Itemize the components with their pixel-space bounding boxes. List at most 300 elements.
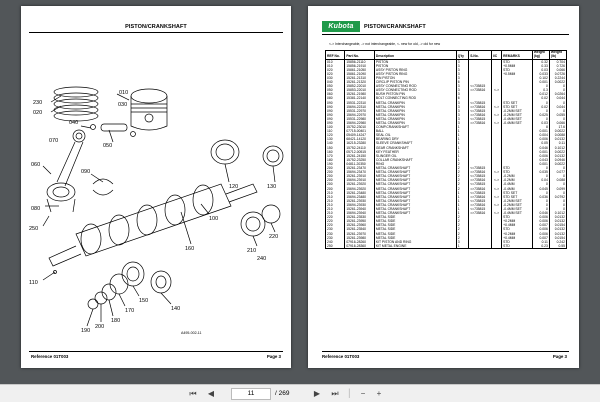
table-cell: <=735815 — [469, 207, 492, 211]
table-cell: 0.02 — [532, 96, 549, 100]
table-cell: 0.046 — [532, 146, 549, 150]
table-cell: 15261-23960 — [345, 223, 375, 227]
table-cell: KIT METAL ENGINE — [374, 244, 456, 249]
table-cell: 0.012 — [532, 92, 549, 96]
table-cell: 210 — [326, 207, 345, 211]
table-cell: 2 — [456, 223, 469, 227]
callout-090: 090 — [81, 169, 91, 175]
table-cell: =>735816 — [469, 203, 492, 207]
table-cell: METAL CRANKSHAFT — [374, 182, 456, 186]
table-cell: 15694-23470 — [345, 170, 375, 174]
table-cell: 0.0132 — [549, 154, 566, 158]
table-cell: 250 — [326, 244, 345, 249]
table-cell: 0.006 — [532, 219, 549, 223]
table-cell: 0.036 — [532, 195, 549, 199]
table-cell: 3 — [456, 59, 469, 64]
table-cell: 2 — [456, 178, 469, 182]
table-cell: -0.4MM SET — [502, 121, 533, 125]
table-cell: COLLAR CRANKSHAFT — [374, 158, 456, 162]
first-page-button[interactable]: ⏮ — [189, 389, 197, 398]
table-cell: 0 — [532, 101, 549, 105]
table-cell: 2 — [456, 170, 469, 174]
table-cell: 15694-23920 — [345, 187, 375, 191]
table-cell: METAL CRANKPIN — [374, 117, 456, 121]
table-cell — [491, 244, 501, 249]
table-cell: 8 — [532, 125, 549, 129]
table-cell: METAL SIDE — [374, 223, 456, 227]
table-cell: 090 — [326, 121, 345, 125]
table-cell: STD — [502, 244, 533, 249]
table-cell: 15694-22980 — [345, 121, 375, 125]
table-cell: METAL CRANKSHAFT — [374, 191, 456, 195]
table-cell: 210 — [326, 203, 345, 207]
next-page-button[interactable]: ▶ — [313, 389, 321, 398]
table-cell: 0.001 — [532, 150, 549, 154]
table-cell: 0 — [549, 101, 566, 105]
table-cell: PIN PISTON — [374, 76, 456, 80]
table-cell: 010 — [326, 64, 345, 68]
table-cell: 15261-21320 — [345, 80, 375, 84]
table-cell: 15861-21050 — [345, 68, 375, 72]
table-cell: 07916-28260 — [345, 240, 375, 244]
left-footer-reference: Reference 01T003 — [31, 354, 69, 359]
table-cell: 0.044 — [549, 105, 566, 109]
table-cell: 150 — [326, 146, 345, 150]
parts-table — [325, 50, 567, 249]
table-cell: 68421-14120 — [345, 137, 375, 141]
table-cell: 0.033 — [532, 72, 549, 76]
table-cell: 0.11 — [549, 141, 566, 145]
callout-230: 240 — [257, 256, 267, 262]
table-cell: 2 — [456, 166, 469, 170]
table-cell: =>735816 — [469, 195, 492, 199]
table-cell: 1 — [456, 154, 469, 158]
table-cell: 0.1012 — [549, 146, 566, 150]
table-cell: <=735815 — [469, 117, 492, 121]
table-cell: 230 — [326, 236, 345, 240]
table-cell: -0.2MM SET — [502, 199, 533, 203]
table-cell: =>735816 — [469, 105, 492, 109]
table-cell: 0 — [549, 199, 566, 203]
table-cell: 0 — [549, 203, 566, 207]
table-cell: 15856-21910 — [345, 64, 375, 68]
table-cell: 1 — [456, 129, 469, 133]
table-cell: 0.242 — [549, 240, 566, 244]
table-cell: <-> — [491, 88, 501, 92]
table-cell: 3 — [456, 113, 469, 117]
table-cell: 0 — [532, 191, 549, 195]
table-cell: 3 — [456, 72, 469, 76]
table-cell: SLEEVE CRANKSHAFT — [374, 141, 456, 145]
table-cell: 0.0154 — [549, 236, 566, 240]
table-cell: 15261-23540 — [345, 227, 375, 231]
table-cell: 0.0132 — [549, 137, 566, 141]
table-cell: STD — [502, 240, 533, 244]
table-cell: 15261-21310 — [345, 76, 375, 80]
table-cell: -0.2MM SET — [502, 113, 533, 117]
table-cell: 0 — [549, 174, 566, 178]
callout-200: 200 — [95, 324, 105, 330]
table-cell: BOLT CONNECTING ROD — [374, 96, 456, 100]
table-cell: 0 — [532, 182, 549, 186]
zoom-in-icon[interactable]: + — [376, 389, 382, 398]
left-footer-page: Page 3 — [266, 354, 281, 359]
table-cell: 15694-22970 — [345, 113, 375, 117]
table-cell: 15381-22140 — [345, 96, 375, 100]
table-cell: <-> — [491, 121, 501, 125]
footer-rule — [322, 351, 569, 352]
table-cell: 0.02 — [532, 105, 549, 109]
table-cell: 15261-23930 — [345, 199, 375, 203]
table-cell: 1 — [456, 158, 469, 162]
table-cell: STD — [502, 215, 533, 219]
table-cell: <=735815 — [469, 191, 492, 195]
table-cell: +0.2MM — [502, 219, 533, 223]
table-cell: 0.0132 — [549, 219, 566, 223]
table-cell: 0 — [532, 84, 549, 88]
table-cell: 04811-20350 — [345, 162, 375, 166]
table-cell: 120 — [326, 133, 345, 137]
table-cell: 0 — [549, 109, 566, 113]
table-cell: 1 — [456, 141, 469, 145]
table-cell: <=735815 — [469, 166, 492, 170]
table-cell: BALL — [374, 129, 456, 133]
table-cell: 3 — [456, 88, 469, 92]
callout-220: 220 — [269, 234, 279, 240]
table-cell: STD SET — [502, 105, 533, 109]
table-cell: 080 — [326, 96, 345, 100]
table-cell: 16215-23280 — [345, 141, 375, 145]
table-cell: STD SET — [502, 195, 533, 199]
table-cell: 1 — [456, 150, 469, 154]
table-cell: KEY FEATHER — [374, 150, 456, 154]
table-cell: 0.0792 — [549, 195, 566, 199]
callout-190: 190 — [81, 328, 91, 334]
table-cell: PISTON — [374, 64, 456, 68]
table-cell: 0.055 — [549, 113, 566, 117]
table-cell: 0.32 — [532, 59, 549, 64]
figure-code: A495-002-11 — [181, 331, 202, 335]
table-cell: 200 — [326, 170, 345, 174]
callout-240: 230 — [33, 100, 43, 106]
table-cell: 3 — [456, 105, 469, 109]
table-cell: 0 — [549, 88, 566, 92]
table-cell: 0.025 — [532, 113, 549, 117]
table-cell: 2 — [456, 174, 469, 178]
table-cell: +0.4MM — [502, 223, 533, 227]
table-cell: +0.5MM — [502, 64, 533, 68]
table-cell: 0.33 — [532, 64, 549, 68]
table-cell: 200 — [326, 187, 345, 191]
table-cell: +0.4MM — [502, 236, 533, 240]
table-cell: 090 — [326, 101, 345, 105]
table-cell: GEAR CRANKSHAFT — [374, 146, 456, 150]
callout-170: 170 — [125, 308, 135, 314]
table-cell: <-> — [491, 195, 501, 199]
table-cell: <-> — [491, 203, 501, 207]
table-cell: 0.035 — [532, 170, 549, 174]
table-cell: <=735815 — [469, 101, 492, 105]
table-cell: 0 — [549, 166, 566, 170]
table-cell: 220 — [326, 223, 345, 227]
table-cell: ASSY PISTON RING — [374, 68, 456, 72]
table-cell: SEAL OIL — [374, 133, 456, 137]
table-cell: 0.006 — [532, 232, 549, 236]
table-cell: 0.1012 — [549, 211, 566, 215]
table-cell: 0.04 — [532, 178, 549, 182]
table-cell: -0.4MM — [502, 187, 533, 191]
table-cell: 07916-28360 — [345, 244, 375, 249]
table-cell: 2 — [456, 162, 469, 166]
table-cell: 15694-23910 — [345, 178, 375, 182]
table-cell: 15261-23970 — [345, 232, 375, 236]
table-cell: =>735816 — [469, 187, 492, 191]
table-cell: 0.0726 — [549, 72, 566, 76]
table-cell: 2 — [456, 227, 469, 231]
table-cell: 3 — [456, 109, 469, 113]
table-cell: 07715-00401 — [345, 129, 375, 133]
table-cell: METAL CRANKPIN — [374, 109, 456, 113]
table-cell: 200 — [326, 178, 345, 182]
table-cell: STD — [502, 166, 533, 170]
table-cell: 030 — [326, 76, 345, 80]
table-cell: 6 — [456, 96, 469, 100]
table-cell: 3 — [456, 64, 469, 68]
table-cell: 0.0088 — [549, 133, 566, 137]
table-cell: ASSY PISTON RING — [374, 72, 456, 76]
table-cell: 0 — [549, 117, 566, 121]
table-cell: 100 — [326, 125, 345, 129]
table-cell: 05712-00515 — [345, 150, 375, 154]
table-cell: 05409-14247 — [345, 133, 375, 137]
column-header: Part No. — [345, 51, 375, 60]
table-cell: 220 — [326, 219, 345, 223]
table-cell: 15694-23940 — [345, 211, 375, 215]
table-cell: 0 — [532, 199, 549, 203]
table-cell: -0.2MM SET — [502, 203, 533, 207]
table-cell: 2 — [456, 215, 469, 219]
table-cell: -0.4MM SET — [502, 117, 533, 121]
table-cell: 0 — [549, 191, 566, 195]
right-footer-page: Page 3 — [552, 354, 567, 359]
zoom-out-icon[interactable]: − — [360, 389, 366, 398]
table-cell: 0.004 — [532, 133, 549, 137]
callout-250: 250 — [29, 226, 39, 232]
left-page-title: PISTON/CRANKSHAFT — [125, 24, 187, 30]
table-cell: <=735815 — [469, 84, 492, 88]
column-header: S.No. — [469, 51, 492, 60]
right-footer-reference: Reference 01T003 — [322, 354, 360, 359]
table-cell: 130 — [326, 137, 345, 141]
exploded-parts-diagram — [21, 34, 291, 349]
table-cell: 1 — [456, 195, 469, 199]
column-header: Weight (kg) — [532, 51, 549, 60]
table-cell: 090 — [326, 105, 345, 109]
table-cell: METAL CRANKSHAFT — [374, 195, 456, 199]
table-cell: 3 — [456, 92, 469, 96]
table-cell: 0.0132 — [549, 227, 566, 231]
callout-030: 030 — [118, 102, 128, 108]
table-cell: 15261-23940 — [345, 207, 375, 211]
table-cell: METAL CRANKPIN — [374, 105, 456, 109]
table-cell: 0.0022 — [549, 162, 566, 166]
table-cell: 090 — [326, 113, 345, 117]
table-cell: 0.05 — [532, 141, 549, 145]
table-cell: 210 — [326, 195, 345, 199]
table-cell: METAL CRANKSHAFT — [374, 170, 456, 174]
callout-070: 070 — [49, 138, 59, 144]
column-header: Description — [374, 51, 456, 60]
table-cell: CIRCLIP PISTON PIN — [374, 80, 456, 84]
table-cell: 1 — [456, 146, 469, 150]
table-cell: 0.0946 — [549, 158, 566, 162]
callout-060: 060 — [31, 162, 41, 168]
footer-rule — [29, 351, 283, 352]
callout-040: 040 — [69, 120, 79, 126]
table-cell: STD SET — [502, 101, 533, 105]
kubota-logo: Kubota — [322, 21, 360, 32]
table-cell: 15531-22970 — [345, 109, 375, 113]
table-cell: 1 — [456, 191, 469, 195]
table-cell: 0.045 — [532, 187, 549, 191]
column-header: Q'ty — [456, 51, 469, 60]
table-cell: METAL SIDE — [374, 227, 456, 231]
table-cell: 0.0264 — [549, 92, 566, 96]
callout-100: 100 — [209, 216, 219, 222]
table-cell: -0.2MM — [502, 178, 533, 182]
table-cell: 0 — [532, 203, 549, 207]
table-cell: 0.3 — [532, 88, 549, 92]
table-cell: 0.046 — [532, 211, 549, 215]
table-cell: <=735815 — [469, 199, 492, 203]
table-cell: 0.006 — [532, 154, 549, 158]
table-cell: =>735816 — [469, 113, 492, 117]
left-page — [21, 6, 291, 368]
table-cell: <-> — [491, 170, 501, 174]
table-cell: 0 — [532, 166, 549, 170]
table-cell: ASSY CONNECTING ROD — [374, 88, 456, 92]
table-cell: 1 — [456, 244, 469, 249]
table-cell: METAL CRANKPIN — [374, 101, 456, 105]
table-cell: METAL CRANKSHAFT — [374, 199, 456, 203]
table-cell: 15261-23530 — [345, 215, 375, 219]
table-cell: STD SET — [502, 191, 533, 195]
table-cell: 0.066 — [549, 121, 566, 125]
toolbar-divider: | — [348, 388, 351, 399]
table-cell: -0.2MM — [502, 174, 533, 178]
table-cell: 15694-23930 — [345, 203, 375, 207]
table-cell: 1 — [456, 133, 469, 137]
table-cell: 15261-24150 — [345, 154, 375, 158]
table-cell: 0.077 — [549, 170, 566, 174]
table-cell: 0.11 — [532, 240, 549, 244]
column-header: REMARKS — [502, 51, 533, 60]
table-cell: METAL CRANKSHAFT — [374, 207, 456, 211]
previous-page-button[interactable]: ◀ — [207, 389, 215, 398]
callout-050: 050 — [103, 143, 113, 149]
table-cell: 0 — [532, 109, 549, 113]
table-cell: 3 — [456, 117, 469, 121]
table-cell: <-> — [491, 187, 501, 191]
table-cell: 240 — [326, 240, 345, 244]
table-cell: SLINGER OIL — [374, 154, 456, 158]
table-cell: 200 — [326, 182, 345, 186]
table-cell: 1 — [456, 125, 469, 129]
table-cell: 050 — [326, 88, 345, 92]
table-cell: 0.044 — [549, 96, 566, 100]
table-cell: 3 — [456, 101, 469, 105]
table-cell: 210 — [326, 199, 345, 203]
callout-120: 120 — [229, 184, 239, 190]
table-cell: METAL CRANKSHAFT — [374, 174, 456, 178]
table-cell: 0.007 — [532, 236, 549, 240]
table-cell: 0.55 — [549, 244, 566, 249]
table-cell: 230 — [326, 232, 345, 236]
table-cell: 15856-21110 — [345, 59, 375, 64]
table-cell: METAL CRANKSHAFT — [374, 211, 456, 215]
table-cell: 0.0154 — [549, 223, 566, 227]
table-cell: 020 — [326, 72, 345, 76]
table-cell: COMP.CRANKSHAFT — [374, 125, 456, 129]
column-header: REF No. — [326, 51, 345, 60]
table-cell: BEARING DRY — [374, 137, 456, 141]
table-cell: <=735815 — [469, 109, 492, 113]
table-cell: <=735815 — [469, 174, 492, 178]
table-cell: <-> — [491, 178, 501, 182]
table-cell: 15752-24110 — [345, 146, 375, 150]
last-page-button[interactable]: ⏭ — [331, 389, 339, 398]
table-cell: 1 — [456, 199, 469, 203]
table-cell: 15694-23480 — [345, 195, 375, 199]
callout-130: 130 — [267, 184, 277, 190]
table-cell: 230 — [326, 227, 345, 231]
table-cell: =>735816 — [469, 88, 492, 92]
table-cell: 15861-21090 — [345, 72, 375, 76]
table-cell: 060 — [326, 92, 345, 96]
right-page — [308, 6, 579, 368]
table-cell: 1 — [456, 203, 469, 207]
table-cell: -0.4MM SET — [502, 211, 533, 215]
table-cell: 15752-23250 — [345, 158, 375, 162]
table-cell: 190 — [326, 162, 345, 166]
table-cell: 200 — [326, 174, 345, 178]
page-number-input[interactable]: 11 — [231, 388, 271, 400]
table-cell: 0.726 — [549, 64, 566, 68]
callout-010: 010 — [119, 90, 129, 96]
table-cell: 3 — [456, 121, 469, 125]
table-cell: 2 — [456, 232, 469, 236]
table-cell: <=735815 — [469, 182, 492, 186]
table-cell: BUSH PISTON PIN — [374, 92, 456, 96]
table-cell: 0.099 — [549, 187, 566, 191]
table-cell: 15261-23470 — [345, 166, 375, 170]
table-cell: 010 — [326, 59, 345, 64]
table-cell: 0.0132 — [549, 232, 566, 236]
table-cell: 180 — [326, 158, 345, 162]
viewer-toolbar — [0, 384, 600, 402]
table-cell: 3 — [456, 68, 469, 72]
interchange-legend: <-> Interchangeable, -> not interchangeable, <- new for old, -> old for new — [329, 42, 441, 46]
title-rule — [322, 34, 569, 35]
table-cell: METAL CRANKSHAFT — [374, 166, 456, 170]
table-cell: METAL CRANKSHAFT — [374, 203, 456, 207]
table-cell: -0.2MM SET — [502, 109, 533, 113]
table-cell: 140 — [326, 141, 345, 145]
table-cell: 15261-23480 — [345, 191, 375, 195]
table-cell: METAL SIDE — [374, 236, 456, 240]
table-cell: 15261-23920 — [345, 182, 375, 186]
table-cell: 0.001 — [532, 162, 549, 166]
